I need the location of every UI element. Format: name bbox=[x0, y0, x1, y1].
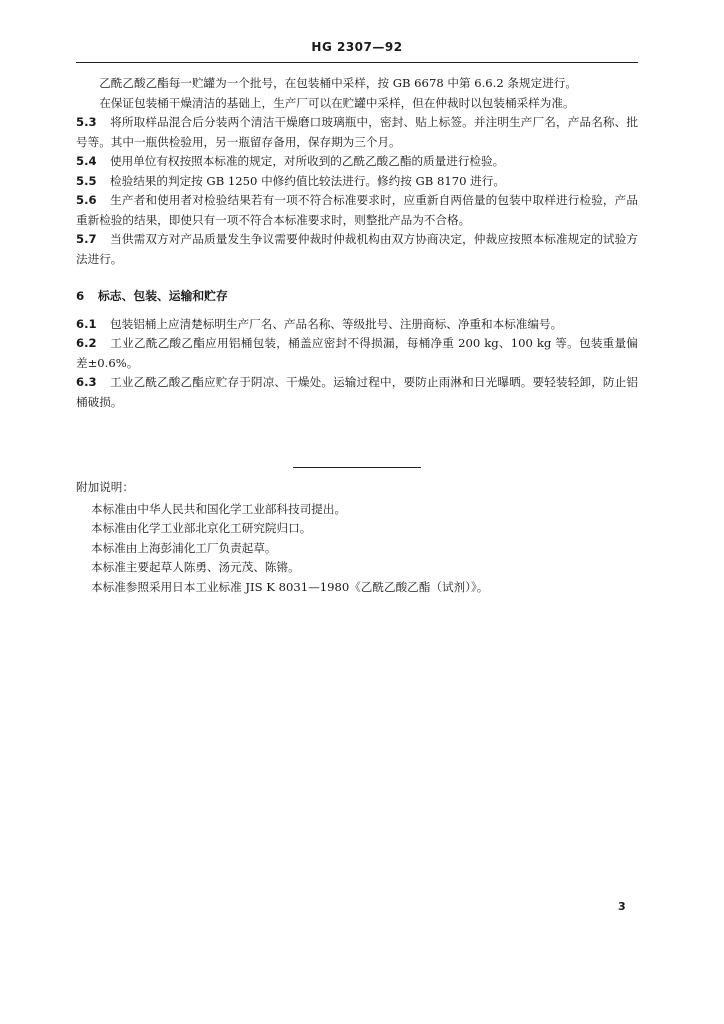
end-divider bbox=[293, 467, 421, 468]
paragraph-sampling-arbitration: 在保证包装桶干燥清洁的基础上，生产厂可以在贮罐中采样，但在仲裁时以包装桶采样为准。 bbox=[99, 95, 575, 110]
clause-6-2 bbox=[76, 334, 638, 373]
clause-text: 工业乙酰乙酸乙酯应用铝桶包装，桶盖应密封不得损漏，每桶净重 200 kg、100 kg 等。包装重量偏差±0.6%。 bbox=[76, 336, 638, 370]
clause-text: 当供需双方对产品质量发生争议需要仲裁时仲裁机构由双方协商决定，仲裁应按照本标准规定的试验方法进行。 bbox=[76, 232, 638, 266]
note-line: 本标准由上海彭浦化工厂负责起草。 bbox=[91, 540, 277, 555]
clause-6-3 bbox=[76, 373, 638, 412]
note-line: 本标准由化学工业部北京化工研究院归口。 bbox=[91, 521, 312, 535]
paragraph-sampling: 乙酰乙酸乙酯每一贮罐为一个批号，在包装桶中采样，按 GB 6678 中第 6.6.2 条规定进行。 bbox=[99, 76, 577, 90]
clause-number: 5.4 bbox=[76, 154, 97, 168]
standard-code-header: HG 2307—92 bbox=[311, 40, 403, 54]
clause-5-3 bbox=[76, 113, 638, 152]
clause-text: 生产者和使用者对检验结果若有一项不符合标准要求时，应重新自两倍量的包装中取样进行检验，产品重新检验的结果，即使只有一项不符合本标准要求时，则整批产品为不合格。 bbox=[76, 193, 638, 227]
clause-text: 包装铝桶上应清楚标明生产厂名、产品名称、等级批号、注册商标、净重和本标准编号。 bbox=[110, 316, 563, 331]
clause-6-1 bbox=[76, 315, 638, 335]
note-line: 本标准主要起草人陈勇、汤元茂、陈锵。 bbox=[91, 560, 300, 574]
clause-5-4 bbox=[76, 152, 638, 172]
note-line: 本标准参照采用日本工业标准 JIS K 8031—1980《乙酰乙酸乙酯（试剂）》。 bbox=[91, 579, 489, 594]
clause-number: 6.1 bbox=[76, 316, 97, 331]
notes-title: 附加说明： bbox=[76, 480, 134, 494]
clause-text: 检验结果的判定按 GB 1250 中修约值比较法进行。修约按 GB 8170 进行。 bbox=[110, 173, 505, 188]
additional-notes bbox=[76, 478, 638, 597]
clause-number: 6.3 bbox=[76, 375, 97, 389]
clause-5-6 bbox=[76, 191, 638, 230]
clause-5-5 bbox=[76, 172, 638, 192]
section-number: 6 bbox=[76, 289, 85, 303]
clause-text: 使用单位有权按照本标准的规定，对所收到的乙酰乙酸乙酯的质量进行检验。 bbox=[110, 154, 505, 168]
clause-text: 工业乙酰乙酸乙酯应贮存于阴凉、干燥处。运输过程中，要防止雨淋和日光曝晒。要轻装轻卸，防止铝桶破损。 bbox=[76, 375, 638, 409]
section-title: 标志、包装、运输和贮存 bbox=[98, 289, 228, 303]
clause-5-7 bbox=[76, 230, 638, 269]
page-number: 3 bbox=[618, 900, 626, 913]
clause-number: 5.6 bbox=[76, 193, 97, 207]
note-line: 本标准由中华人民共和国化学工业部科技司提出。 bbox=[91, 501, 347, 516]
clause-number: 5.5 bbox=[76, 173, 97, 188]
clause-text: 将所取样品混合后分装两个清洁干燥磨口玻璃瓶中，密封、贴上标签。并注明生产厂名，产品名称、批号等。其中一瓶供检验用，另一瓶留存备用，保存期为三个月。 bbox=[76, 115, 638, 149]
document-body bbox=[76, 74, 638, 468]
clause-number: 6.2 bbox=[76, 336, 97, 350]
clause-number: 5.3 bbox=[76, 115, 97, 129]
header-rule bbox=[76, 62, 638, 63]
clause-number: 5.7 bbox=[76, 232, 97, 246]
section-6-heading bbox=[76, 287, 638, 307]
